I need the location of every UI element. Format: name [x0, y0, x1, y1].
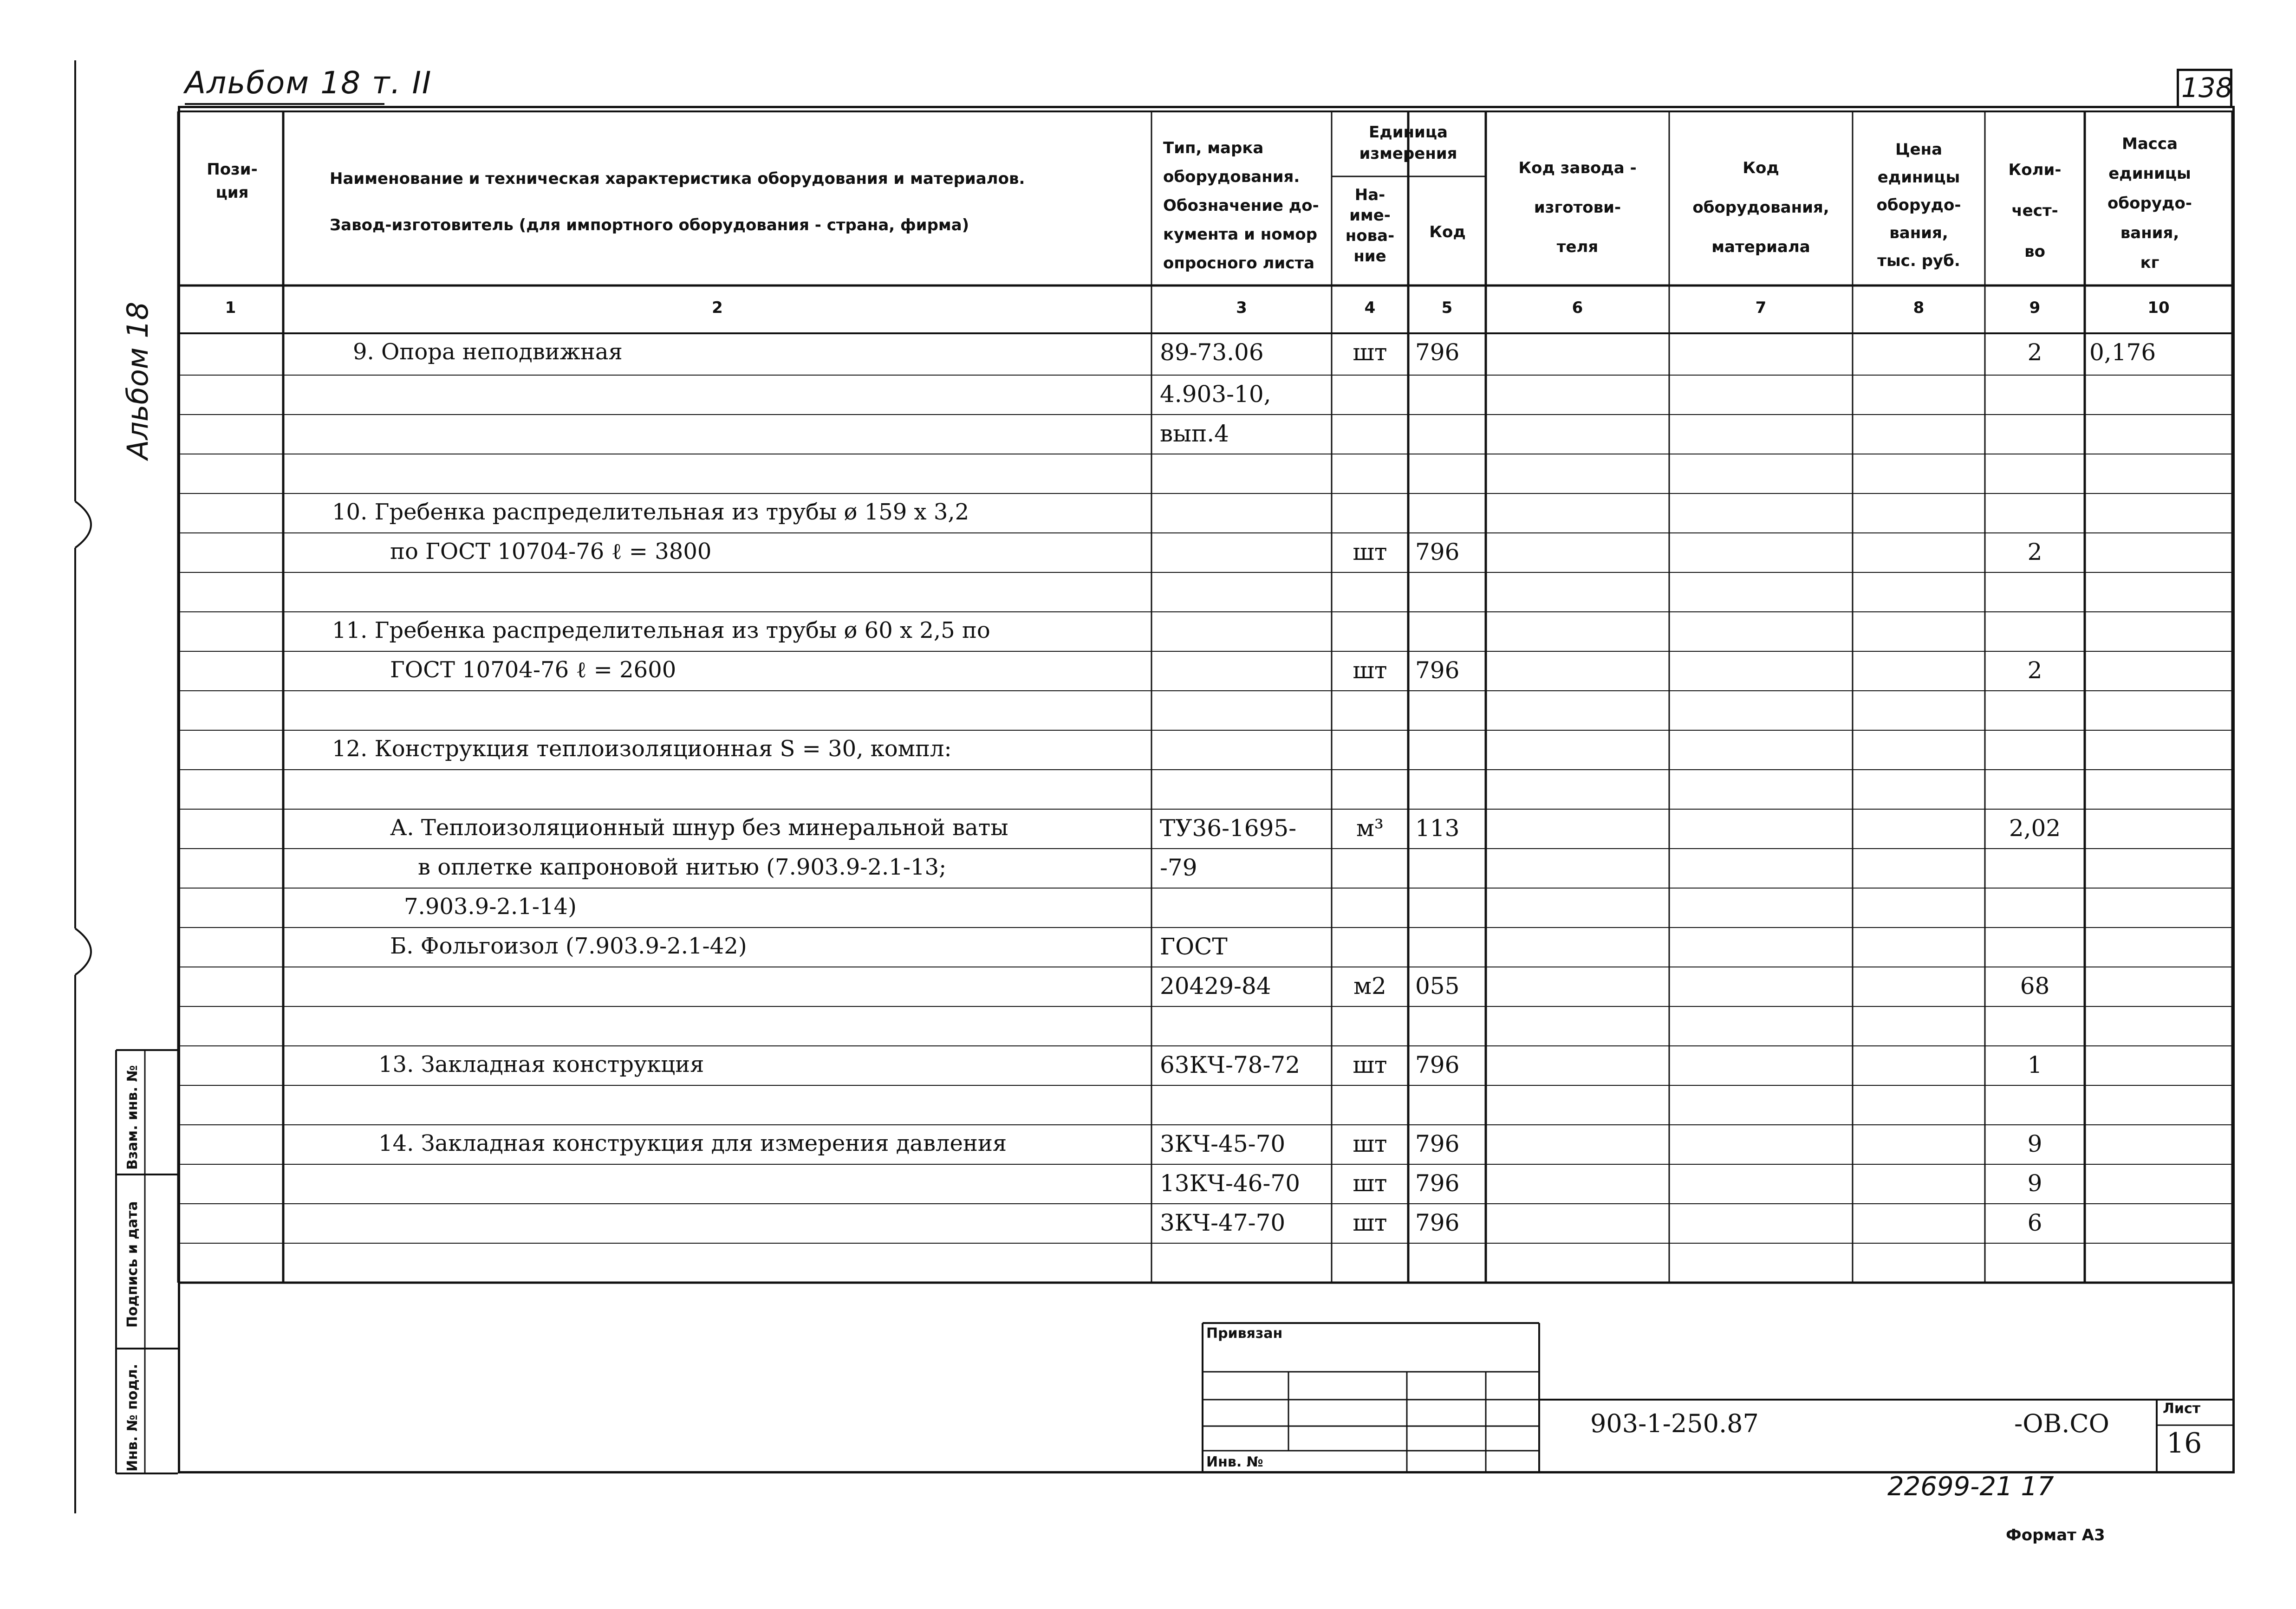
row-name: ГОСТ 10704-76 ℓ = 2600: [390, 657, 676, 683]
stamp-signature-date: Подпись и дата: [124, 1201, 141, 1328]
row-name: 14. Закладная конструкция для измерения давления: [378, 1130, 1007, 1156]
stamp-original-inv: Инв. № подл.: [124, 1363, 141, 1472]
document-suffix: -ОВ.СО: [2014, 1409, 2109, 1438]
header-name: Наименование и техническая характеристика оборудования и материалов. Завод-изготовитель (для импортного оборудования - страна, фирма): [330, 169, 1025, 234]
column-number: 5: [1441, 298, 1453, 317]
row-type: ГОСТ: [1160, 933, 1228, 960]
row-unit-code: 796: [1415, 339, 1460, 366]
row-type: 3КЧ-47-70: [1160, 1209, 1286, 1236]
column-number: 10: [2147, 298, 2170, 317]
album-reference: Альбом 18 т. II: [185, 65, 432, 101]
row-unit: шт: [1353, 1130, 1387, 1157]
header-unit-name: На- име- нова- ние: [1345, 186, 1395, 266]
paper-format: Формат А3: [2006, 1526, 2105, 1544]
row-name: 9. Опора неподвижная: [353, 339, 623, 365]
document-code: 903-1-250.87: [1590, 1409, 1759, 1438]
row-quantity: 2,02: [2009, 815, 2061, 842]
handwritten-number: 22699-21 17: [1887, 1472, 2054, 1502]
row-name: 11. Гребенка распределительная из трубы ø 60 х 2,5 по: [332, 617, 990, 643]
row-type: 3КЧ-45-70: [1160, 1130, 1286, 1157]
row-unit-code: 796: [1415, 657, 1460, 684]
row-unit-code: 796: [1415, 1130, 1460, 1157]
page-number: 138: [2181, 72, 2233, 104]
row-unit-code: 796: [1415, 1209, 1460, 1236]
title-inv: Инв. №: [1206, 1454, 1263, 1470]
row-quantity: 68: [2020, 973, 2050, 999]
row-name: А. Теплоизоляционный шнур без минеральной ваты: [390, 815, 1008, 841]
column-number: 3: [1236, 298, 1247, 317]
row-unit: шт: [1353, 657, 1387, 684]
row-type: 4.903-10,: [1160, 381, 1271, 408]
row-unit-code: 055: [1415, 973, 1460, 999]
row-unit: шт: [1353, 1051, 1387, 1078]
header-equipment-code: Код оборудования, материала: [1692, 159, 1829, 256]
row-unit-code: 796: [1415, 1051, 1460, 1078]
column-number: 6: [1572, 298, 1583, 317]
album-side-label: Альбом 18: [121, 301, 155, 460]
row-name: Б. Фольгоизол (7.903.9-2.1-42): [390, 933, 747, 959]
row-unit: шт: [1353, 339, 1387, 366]
row-quantity: 2: [2027, 538, 2042, 565]
row-type: вып.4: [1160, 420, 1229, 447]
row-type: 63КЧ-78-72: [1160, 1051, 1301, 1078]
row-name: по ГОСТ 10704-76 ℓ = 3800: [390, 538, 712, 564]
header-unit-group: Единица измерения: [1359, 123, 1457, 163]
row-quantity: 9: [2027, 1130, 2042, 1157]
sheet-label: Лист: [2163, 1401, 2201, 1417]
row-unit: шт: [1353, 1209, 1387, 1236]
row-name: в оплетке капроновой нитью (7.903.9-2.1-13;: [418, 854, 947, 880]
header-unit-code: Код: [1429, 223, 1466, 241]
column-number: 8: [1913, 298, 1925, 317]
column-number: 2: [712, 298, 723, 317]
row-quantity: 6: [2027, 1209, 2042, 1236]
column-number: 1: [225, 298, 236, 317]
row-mass: 0,176: [2089, 339, 2156, 366]
sheet-number: 16: [2166, 1427, 2202, 1460]
header-factory-code: Код завода - изготови- теля: [1518, 159, 1637, 256]
row-unit: шт: [1353, 1170, 1387, 1197]
row-type: ТУ36-1695-: [1160, 815, 1297, 842]
row-unit-code: 796: [1415, 1170, 1460, 1197]
row-type: 13КЧ-46-70: [1160, 1170, 1301, 1197]
row-quantity: 1: [2027, 1051, 2042, 1078]
header-quantity: Коли- чест- во: [2008, 161, 2062, 261]
column-number: 4: [1364, 298, 1376, 317]
row-quantity: 2: [2027, 657, 2042, 684]
row-type: 89-73.06: [1160, 339, 1264, 366]
row-name: 13. Закладная конструкция: [378, 1051, 704, 1077]
title-privyazan: Привязан: [1206, 1325, 1283, 1342]
row-unit: м2: [1353, 973, 1386, 999]
row-name: 7.903.9-2.1-14): [404, 894, 577, 920]
column-number: 9: [2029, 298, 2041, 317]
header-type: Тип, марка оборудования. Обозначение до- кумента и номор опросного листа: [1163, 139, 1319, 272]
row-quantity: 2: [2027, 339, 2042, 366]
row-unit: м³: [1356, 815, 1384, 842]
row-unit-code: 113: [1415, 815, 1460, 842]
row-quantity: 9: [2027, 1170, 2042, 1197]
header-price: Цена единицы оборудо- вания, тыс. руб.: [1876, 140, 1961, 270]
row-unit: шт: [1353, 538, 1387, 565]
stamp-replace-inv: Взам. инв. №: [124, 1065, 141, 1170]
row-type: -79: [1160, 854, 1197, 881]
row-name: 10. Гребенка распределительная из трубы ø 159 х 3,2: [332, 499, 969, 525]
header-position: Пози- ция: [207, 160, 258, 202]
row-name: 12. Конструкция теплоизоляционная S = 30, компл:: [332, 736, 952, 762]
header-mass: Масса единицы оборудо- вания, кг: [2107, 135, 2192, 272]
row-type: 20429-84: [1160, 973, 1271, 999]
row-unit-code: 796: [1415, 538, 1460, 565]
column-number: 7: [1755, 298, 1767, 317]
